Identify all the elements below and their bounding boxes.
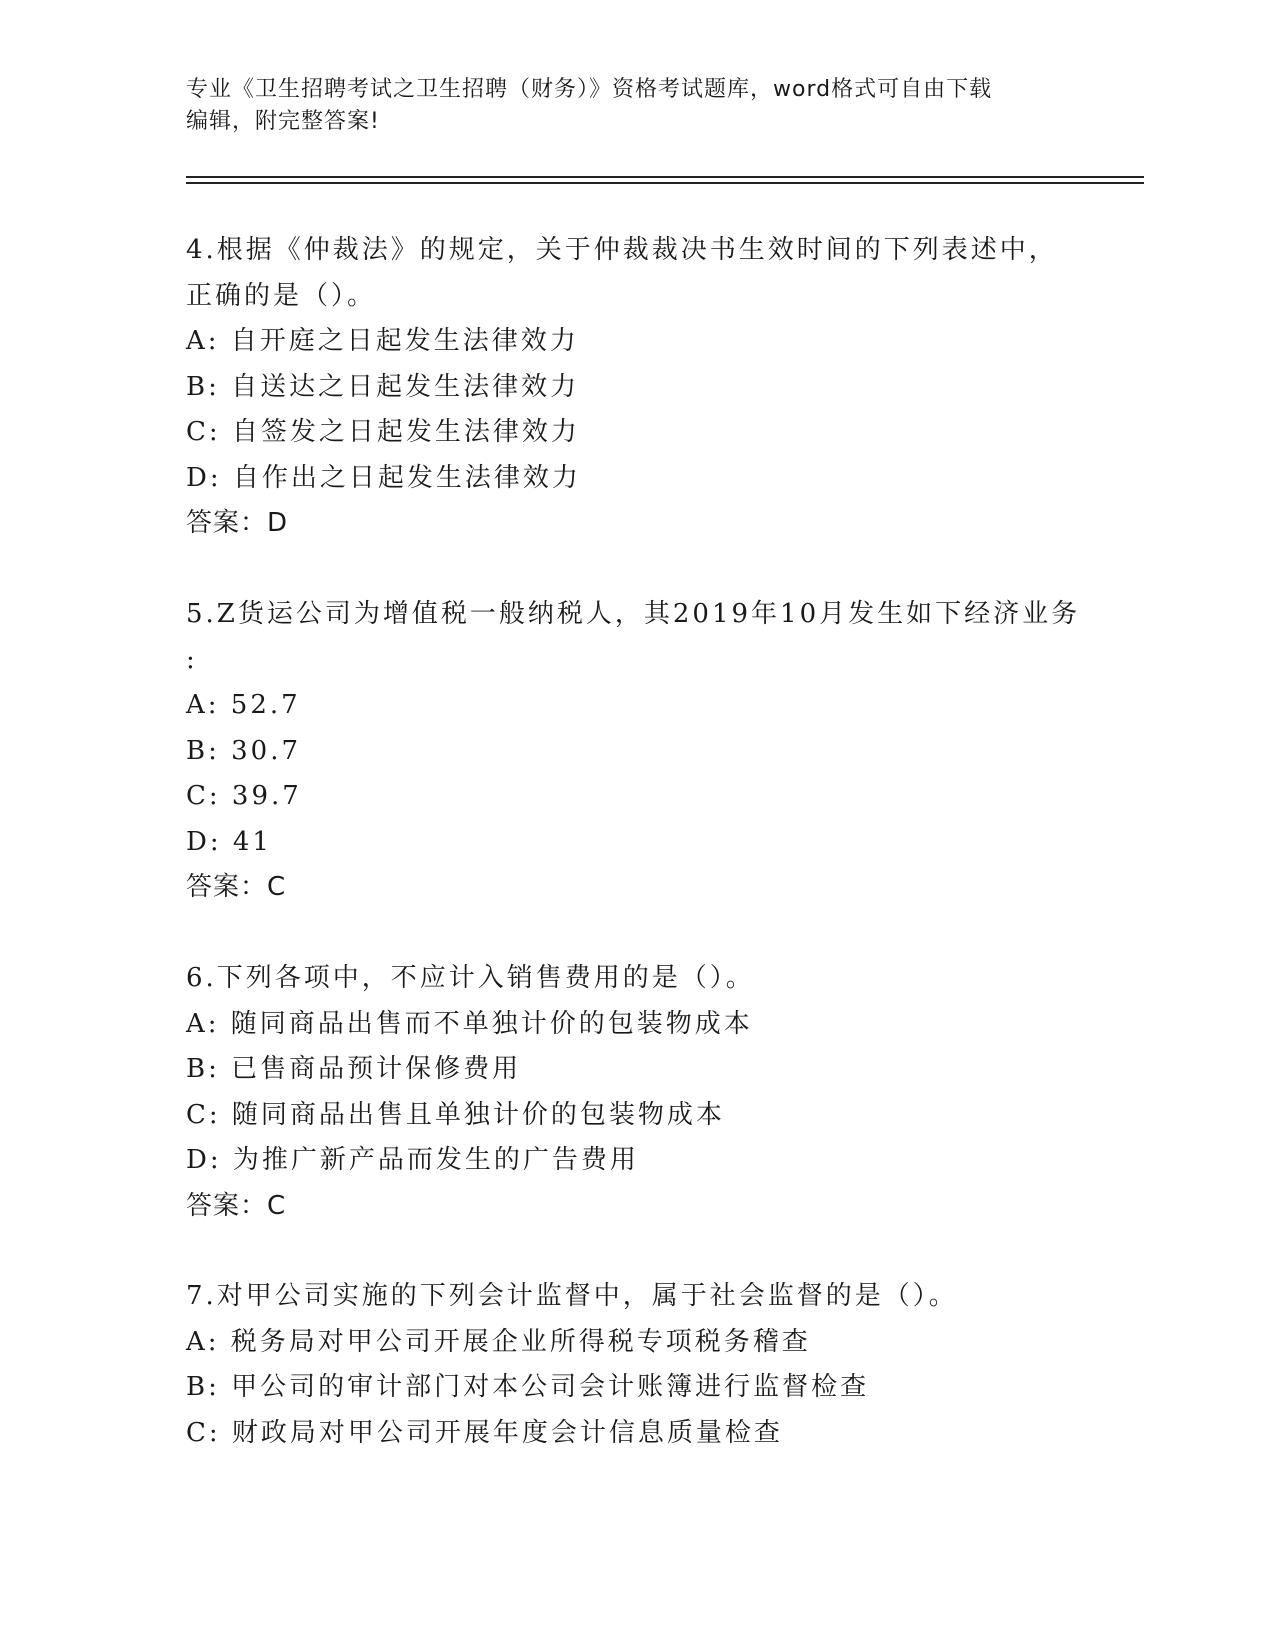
question-stem: 5.Z货运公司为增值税一般纳税人，其2019年10月发生如下经济业务 <box>186 599 1081 629</box>
header-line-1: 专业《卫生招聘考试之卫生招聘（财务）》资格考试题库，word格式可自由下载 <box>186 77 993 102</box>
option-b: B: 甲公司的审计部门对本公司会计账簿进行监督检查 <box>186 1372 870 1402</box>
question-stem: 正确的是（）。 <box>186 280 377 311</box>
option-c: C: 随同商品出售且单独计价的包装物成本 <box>186 1099 725 1130</box>
option-c: C: 39.7 <box>186 781 302 811</box>
header-divider-top <box>186 176 1144 178</box>
answer: 答案：C <box>186 1190 287 1221</box>
question-stem: 4.根据《仲裁法》的规定，关于仲裁裁决书生效时间的下列表述中， <box>186 235 1058 265</box>
question-7 <box>186 1274 1106 1456</box>
option-a: A: 52.7 <box>186 690 301 720</box>
answer: 答案：D <box>186 508 289 538</box>
question-stem: : <box>186 644 198 675</box>
answer: 答案：C <box>186 872 287 902</box>
question-stem: 7.对甲公司实施的下列会计监督中，属于社会监督的是（）。 <box>186 1281 958 1311</box>
option-b: B: 30.7 <box>186 735 302 766</box>
header-line-2: 编辑，附完整答案! <box>186 109 380 134</box>
option-a: A: 随同商品出售而不单独计价的包装物成本 <box>186 1008 753 1039</box>
question-6 <box>186 956 1106 1229</box>
option-b: B: 自送达之日起发生法律效力 <box>186 371 580 402</box>
option-d: D: 41 <box>186 826 272 857</box>
question-stem: 6.下列各项中，不应计入销售费用的是（）。 <box>186 963 755 993</box>
option-c: C: 财政局对甲公司开展年度会计信息质量检查 <box>186 1417 783 1448</box>
question-4 <box>186 228 1106 547</box>
header-divider-bottom <box>186 182 1144 184</box>
option-a: A: 税务局对甲公司开展企业所得税专项税务稽查 <box>186 1326 811 1357</box>
question-5 <box>186 592 1106 911</box>
option-d: D: 为推广新产品而发生的广告费用 <box>186 1145 639 1175</box>
document-header <box>186 74 1086 138</box>
option-b: B: 已售商品预计保修费用 <box>186 1054 522 1084</box>
option-d: D: 自作出之日起发生法律效力 <box>186 462 581 493</box>
option-c: C: 自签发之日起发生法律效力 <box>186 417 580 447</box>
option-a: A: 自开庭之日起发生法律效力 <box>186 326 579 356</box>
